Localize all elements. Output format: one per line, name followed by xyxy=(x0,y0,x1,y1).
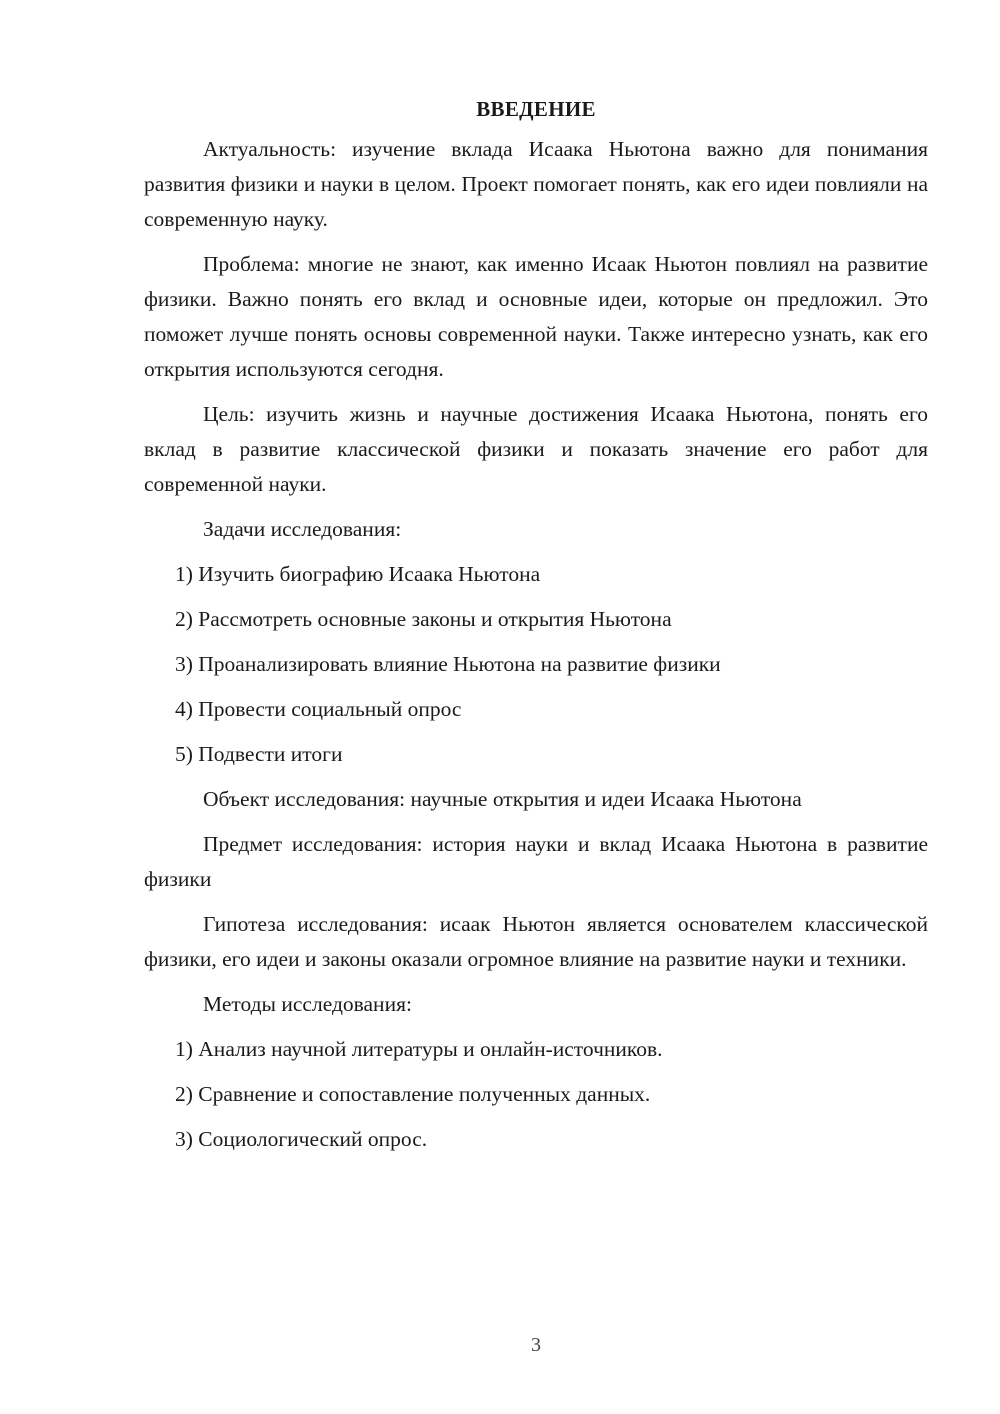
list-item: 3) Проанализировать влияние Ньютона на развитие физики xyxy=(175,652,721,676)
list-item: 2) Сравнение и сопоставление полученных данных. xyxy=(175,1082,651,1106)
object-line: Объект исследования: научные открытия и идеи Исаака Ньютона xyxy=(203,787,802,811)
relevance-paragraph: Актуальность: изучение вклада Исаака Ньютона важно для понимания развития физики и науки в целом. Проект помогает понять, как его идеи повлияли на современную науку. xyxy=(144,137,928,231)
tasks-list xyxy=(144,557,928,772)
goal-paragraph: Цель: изучить жизнь и научные достижения Исаака Ньютона, понять его вклад в развитие классической физики и показать значение его работ для современной науки. xyxy=(144,402,928,496)
list-item: 3) Социологический опрос. xyxy=(175,1127,428,1151)
page-number: 3 xyxy=(531,1334,541,1356)
document-page xyxy=(144,92,928,1167)
methods-heading: Методы исследования: xyxy=(203,992,412,1016)
list-item: 2) Рассмотреть основные законы и открытия Ньютона xyxy=(175,607,672,631)
tasks-heading: Задачи исследования: xyxy=(203,517,402,541)
methods-list xyxy=(144,1032,928,1157)
list-item: 1) Изучить биографию Исаака Ньютона xyxy=(175,562,541,586)
subject-paragraph: Предмет исследования: история науки и вклад Исаака Ньютона в развитие физики xyxy=(144,832,928,891)
hypothesis-paragraph: Гипотеза исследования: исаак Ньютон является основателем классической физики, его идеи и законы оказали огромное влияние на развитие науки и техники. xyxy=(144,912,928,971)
problem-paragraph: Проблема: многие не знают, как именно Исаак Ньютон повлиял на развитие физики. Важно понять его вклад и основные идеи, которые он предложил. Это поможет лучше понять основы современной науки. Также интересно узнать, как его открытия используются сегодня. xyxy=(144,252,928,381)
list-item: 4) Провести социальный опрос xyxy=(175,697,462,721)
list-item: 5) Подвести итоги xyxy=(175,742,343,766)
section-title: ВВЕДЕНИЕ xyxy=(476,97,596,121)
list-item: 1) Анализ научной литературы и онлайн-источников. xyxy=(175,1037,663,1061)
